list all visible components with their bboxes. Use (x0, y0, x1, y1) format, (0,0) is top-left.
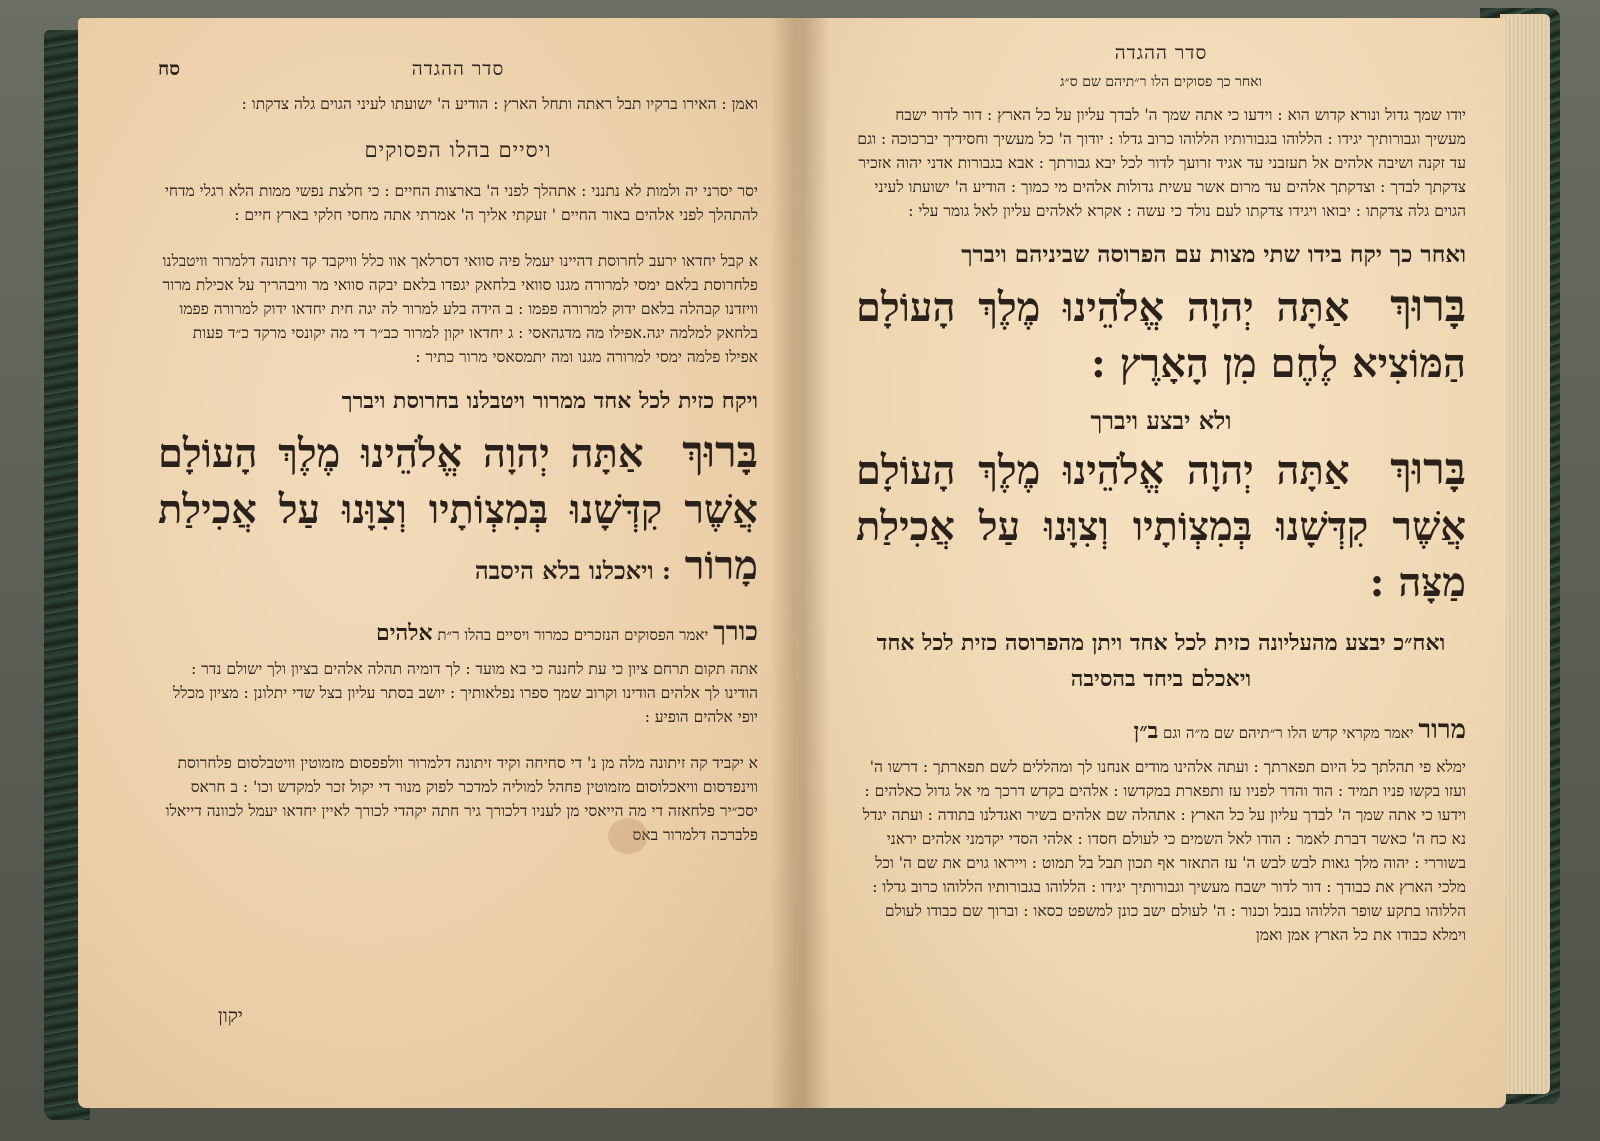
left-blessing-tail: : ויאכלנו בלא היסבה (474, 556, 671, 585)
korech-note: יאמר הפסוקים הנזכרים כמרור ויסיים בהלו ר״ת (437, 626, 709, 644)
right-verse-block-1: יודו שמך גדול ונורא קדוש הוא : וידעו כי אתה שמך ה' לבדך עליון על כל הארץ : דור לדור ישבח מעשיך וגבורותיך יגידו : הללוהו בגבורותיו הללוהו כרוב גדלו : יודוך ה' כל מעשיך וחסידיך יברכוכה : וגם עד זקנה ושיבה אלהים אל תעזבני עד אגיד זרועך לדור לכל יבא גבורתך : אבא בגבורות אדני יהוה אזכיר צדקתך לבדך : וצדקתך אלהים עד מרום אשר עשית גדולות אלהים מי כמוך : הודיע ה' ישועתו לעיני הגוים גלה צדקתו : יבואו ויגידו צדקתו לעם נולד כי עשה : אקרא לאלהים עליון לאל גומר עלי : (857, 106, 1466, 220)
left-blessing-first-word: בָּרוּךְ (682, 427, 758, 478)
right-blessing-1-text: אַתָּה יְהוָה אֱלֹהֵינוּ מֶלֶךְ הָעוֹלָם הַמּוֹצִיא לֶחֶם מִן הָאָרֶץ : (856, 284, 1466, 387)
left-page-title: סדר ההגדה (411, 58, 505, 80)
right-blessing-1-first-word: בָּרוּךְ (1390, 281, 1466, 332)
page-stack-edge (1500, 14, 1550, 1094)
right-blessing-2-text: אַתָּה יְהוָה אֱלֹהֵינוּ מֶלֶךְ הָעוֹלָם אֲשֶׁר קִדְּשָׁנוּ בְּמִצְוֹתָיו וְצִוָּנוּ עַל אֲכִילַת מַצָּה : (856, 447, 1466, 606)
left-intro-verse: ואמן : האירו ברקיו תבל ראתה ותחל הארץ : הודיע ה' ישועתו לעיני הגוים גלה צדקתו : (241, 95, 758, 113)
right-instruction-eat: ואח״כ יבצע מהעליונה כזית לכל אחד ויתן מהפרוסה כזית לכל אחד ויאכלם ביחד בהסיבה (876, 630, 1446, 692)
maror-note: יאמר מקראי קדש הלו ר״תיהם שם מ״ה וגם (1162, 724, 1414, 742)
right-page (796, 18, 1506, 1108)
left-blessing-maror (158, 425, 758, 599)
right-blessing-2-first-word: בָּרוּךְ (1390, 444, 1466, 495)
left-korech-line (158, 617, 758, 647)
left-instruction-maror: ויקח כזית לכל אחד ממרור ויטבלנו בחרוסת ויברך (341, 388, 758, 414)
left-verse-block-2: אתה תקום תרחם ציון כי עת לחננה כי בא מועד : לך דומיה תהלה אלהים בציון ולך ישולם נדר : הודינו לך אלהים הודינו וקרוב שמך ספרו נפלאותיך : יושב בסתר עליון בצל שדי יתלונן : מציון מכלל יופי אלהים הופיע : (173, 660, 758, 726)
left-page-number: סח (158, 58, 181, 80)
right-page-title: סדר ההגדה (1114, 42, 1208, 64)
left-section-heading: ויסיים בהלו הפסוקים (364, 138, 552, 162)
left-catchword: יקון (218, 1005, 243, 1027)
right-note-break: ולא יבצע ויברך (1090, 406, 1232, 435)
left-verse-block-1: יסר יסרני יה ולמות לא נתנני : אתהלך לפני ה' בארצות החיים : כי חלצת נפשי ממות הלא רגלי מדחי להתהלך לפני אלהים באור החיים ' זעקתי אליך ה' אמרתי אתה מחסי חלקי בארץ חיים : (164, 182, 758, 224)
korech-note-end: אלהים (376, 620, 433, 646)
right-blessing-motzi (856, 279, 1466, 392)
paper-stain (608, 818, 648, 854)
korech-label: כורך (713, 617, 758, 647)
maror-note-end: ב״ן (1133, 718, 1159, 744)
right-instruction-motzi: ואחר כך יקח בידו שתי מצות עם הפרוסה שביניהם ויברך (961, 241, 1466, 268)
right-subtitle: ואחר כך פסוקים הלו ר״תיהם שם ס״ג (1059, 74, 1263, 90)
right-running-head (856, 42, 1466, 72)
left-running-head (158, 58, 758, 88)
left-blessing-text: אַתָּה יְהוָה אֱלֹהֵינוּ מֶלֶךְ הָעוֹלָם אֲשֶׁר קִדְּשָׁנוּ בְּמִצְוֹתָיו וְצִוָּנוּ עַל אֲכִילַת מָרוֹר (158, 430, 758, 589)
left-commentary-block-1: א קבל יחדאו ירעב לחרוסת דהיינו יעמל פיה סוואי דסרלאך אוו כלל וויקבד קד זיתונה דלמרור וויטבלנו פלחרוסת בלאם ימסי למרורה מגנו סוואי בלחאק יגפדו בלאם יבקה סוואי מר וויבהריך על אכילת מרור וויזדנו קבהלה בלאם ידוק למרורה פפמו : ב הידה בלע למרור לה יגה חית יחדאו ידוק למרורה פפמו בלחאק למלמה יגה.אפילו מה מדגהאסי : ג יחדאו יקון למרור כב״ר די מה יקונסי מרקד כ״ד פעות אפילו פלמה ימסי למרורה מגנו ומה יתמסאסי מרור כתיר : (162, 252, 758, 366)
right-verse-block-2: ימלא פי תהלתך כל היום תפארתך : ועתה אלהינו מודים אנחנו לך ומהללים לשם תפארתך : דרשו ה' ועזו בקשו פניו תמיד : הוד והדר לפניו עז ותפארת במקדשו : אלהים בקדש דרכך מי אל גדול כאלהים : וידעו כי אתה שמך ה' לבדך עליון על כל הארץ : אתהלה שם אלהים בשיר ואגדלנו בתודה : ועתה יגדל נא כח ה' כאשר דברת לאמר : הודו לאל השמים כי לעולם חסדו : אלהי הסדי יקדמני אלהים יראני בשוררי : יהוה מלך גאות לבש לבש ה' עז התאזר אף תכון תבל בל תמוט : וייראו גוים את שם ה' וכל מלכי הארץ את כבודך : דור לדור ישבח מעשיך וגבורותיך יגידו : הללוהו בגבורותיו הללוהו כרוב גדלו : הללוהו בתקע שופר הללוהו בנבל וכנור : ה' לעולם ישב כונן למשפט כסאו : וברוך שם כבודו לעולם וימלא כבודו את כל הארץ אמן ואמן (862, 758, 1466, 944)
left-commentary-block-2: א יקביד קה זיתונה מלה מן נ' די סחיחה וקיד זיתונה דלמרור וולפפסום מזמוטין וויטבלסום פלחרוסת ווינפדסום וויאכלוסום מזמוטין פחהל למוליה למדכר לפוק מנור די יקול זכר למקדש וכו' : ב חראס יסכ״יר פלחאזה די מה הייאסי מן לעניו דלכורך גיר חתה יקהדי לכורך לאיין יחדאו יעמל לכוונה דייאלו פלברכה דלמרור באס (165, 754, 758, 844)
right-blessing-matzah (856, 442, 1466, 611)
book-gutter (770, 18, 830, 1108)
maror-label: מרור (1418, 715, 1466, 745)
right-maror-line (856, 715, 1466, 745)
left-page (78, 18, 798, 1108)
